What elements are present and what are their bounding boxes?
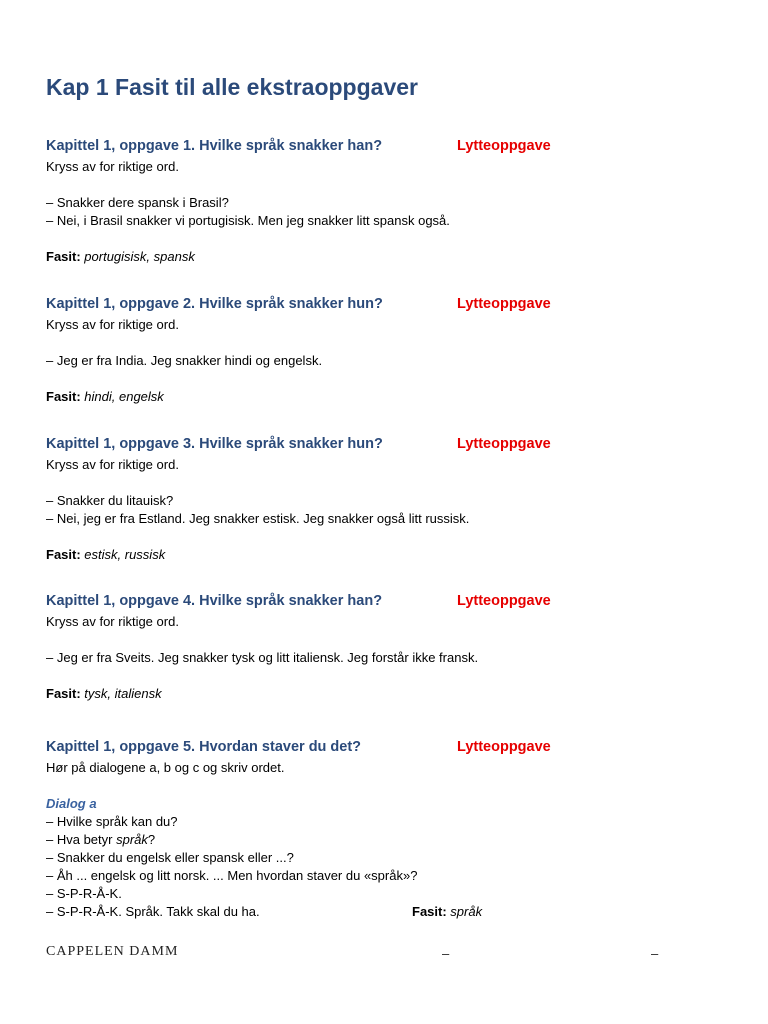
- dialog-line: – Nei, i Brasil snakker vi portugisisk. Men jeg snakker litt spansk også.: [46, 213, 450, 228]
- dialog-line: – S-P-R-Å-K.: [46, 886, 122, 901]
- task-header: [46, 436, 606, 456]
- answer: [46, 388, 606, 406]
- dialog-line: – Snakker du litauisk?: [46, 493, 174, 508]
- task-heading: Kapittel 1, oppgave 4. Hvilke språk snakker han?: [46, 593, 383, 609]
- answer: [46, 685, 606, 703]
- task-1: [46, 138, 606, 266]
- task-3: [46, 436, 606, 564]
- answer-value: estisk, russisk: [84, 547, 166, 562]
- dialog-line-text: – Hva betyr: [46, 832, 117, 847]
- dialog-line: – Hvilke språk kan du?: [46, 814, 178, 829]
- task-instruction: Kryss av for riktige ord.: [46, 614, 179, 629]
- footer-dash: –: [651, 946, 659, 961]
- answer-label: Fasit:: [46, 249, 81, 264]
- dialog-line: [46, 903, 606, 921]
- page-title: Kap 1 Fasit til alle ekstraoppgaver: [46, 74, 418, 100]
- listening-tag: Lytteoppgave: [457, 436, 551, 452]
- dialog-line: – Åh ... engelsk og litt norsk. ... Men hvordan staver du «språk»?: [46, 868, 418, 883]
- task-instruction: Kryss av for riktige ord.: [46, 317, 179, 332]
- answer-value: hindi, engelsk: [84, 389, 164, 404]
- task-2: [46, 296, 606, 406]
- task-heading: Kapittel 1, oppgave 1. Hvilke språk snakker han?: [46, 138, 383, 154]
- listening-tag: Lytteoppgave: [457, 593, 551, 609]
- answer-value: språk: [450, 904, 483, 919]
- task-heading: Kapittel 1, oppgave 5. Hvordan staver du det?: [46, 739, 362, 755]
- task-heading: Kapittel 1, oppgave 3. Hvilke språk snakker hun?: [46, 436, 383, 452]
- answer-label: Fasit:: [46, 686, 81, 701]
- task-heading: Kapittel 1, oppgave 2. Hvilke språk snakker hun?: [46, 296, 383, 312]
- footer-dash: –: [442, 946, 450, 961]
- dialog-line: – Jeg er fra Sveits. Jeg snakker tysk og litt italiensk. Jeg forstår ikke fransk.: [46, 650, 479, 665]
- dialog-line: – Snakker du engelsk eller spansk eller ...?: [46, 850, 294, 865]
- answer: [412, 903, 482, 921]
- answer-label: Fasit:: [412, 904, 447, 919]
- listening-tag: Lytteoppgave: [457, 296, 551, 312]
- dialog-line: – Nei, jeg er fra Estland. Jeg snakker estisk. Jeg snakker også litt russisk.: [46, 511, 470, 526]
- dialog-line-text: – S-P-R-Å-K. Språk. Takk skal du ha.: [46, 904, 260, 919]
- task-header: [46, 593, 606, 613]
- listening-tag: Lytteoppgave: [457, 739, 551, 755]
- publisher-logo: CAPPELEN DAMM: [46, 944, 179, 959]
- task-4: [46, 593, 606, 703]
- dialog-label: Dialog a: [46, 796, 97, 811]
- answer: [46, 546, 606, 564]
- task-header: [46, 138, 606, 158]
- task-5: [46, 739, 606, 921]
- answer-value: portugisisk, spansk: [84, 249, 195, 264]
- dialog-line: – Jeg er fra India. Jeg snakker hindi og engelsk.: [46, 353, 323, 368]
- task-instruction: Hør på dialogene a, b og c og skriv ordet.: [46, 760, 285, 775]
- task-header: [46, 739, 606, 759]
- dialog-line-suffix: ?: [147, 832, 156, 847]
- answer-value: tysk, italiensk: [84, 686, 162, 701]
- answer-label: Fasit:: [46, 389, 81, 404]
- task-instruction: Kryss av for riktige ord.: [46, 457, 179, 472]
- task-header: [46, 296, 606, 316]
- task-instruction: Kryss av for riktige ord.: [46, 159, 179, 174]
- dialog-italic-word: språk: [116, 832, 148, 847]
- dialog-line: – Snakker dere spansk i Brasil?: [46, 195, 229, 210]
- answer: [46, 248, 606, 266]
- answer-label: Fasit:: [46, 547, 81, 562]
- listening-tag: Lytteoppgave: [457, 138, 551, 154]
- dialog-line: [46, 831, 606, 849]
